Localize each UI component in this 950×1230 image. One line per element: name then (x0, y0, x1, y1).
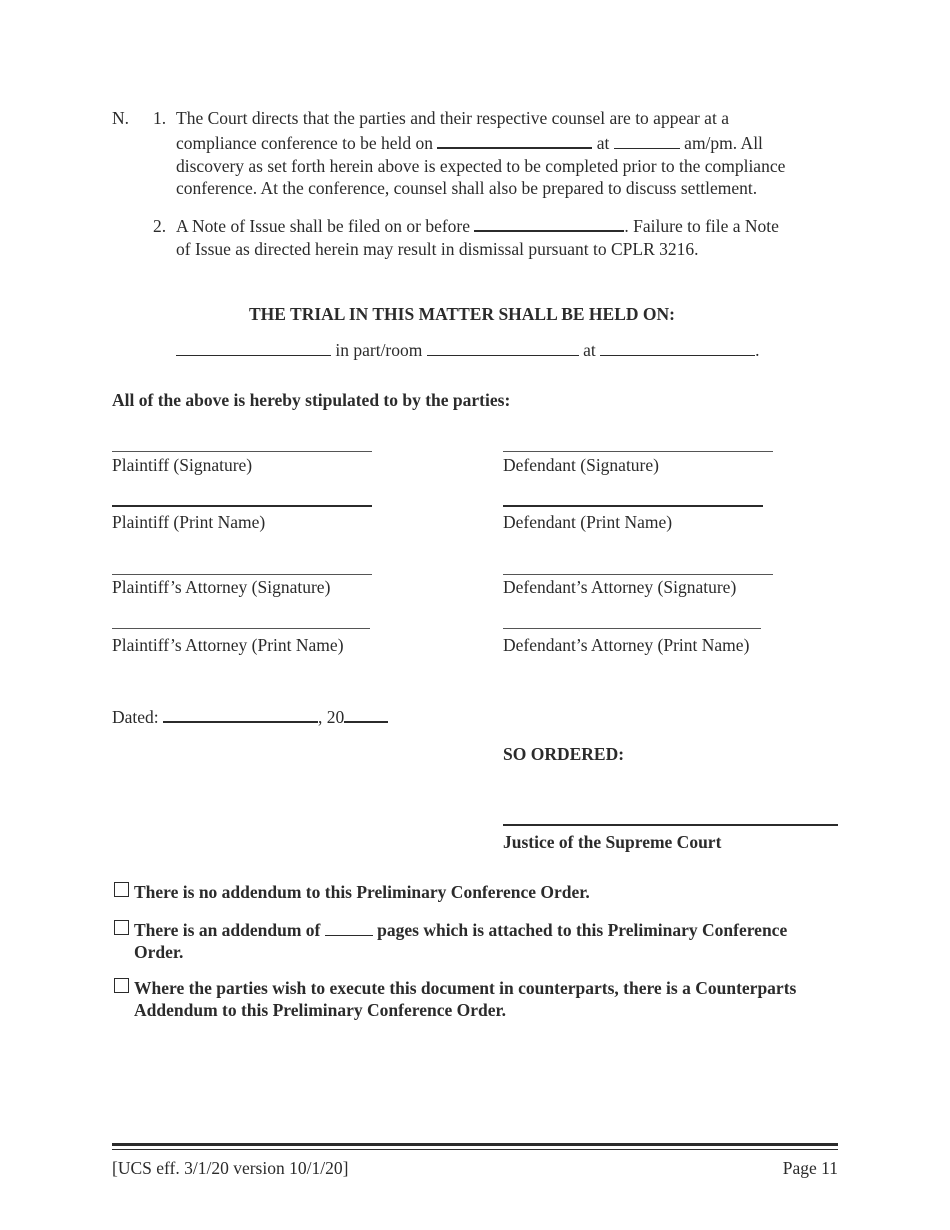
defendant-attorney-signature-line[interactable] (503, 574, 773, 575)
counterparts-line1: Where the parties wish to execute this document in counterparts, there is a Counterparts (134, 978, 797, 998)
trial-period: . (755, 340, 760, 360)
compliance-date-blank[interactable] (437, 146, 592, 149)
dated-date-blank[interactable] (163, 720, 318, 723)
compliance-time-blank[interactable] (614, 147, 680, 149)
footer-rule-thick (112, 1143, 838, 1146)
defendant-print-line[interactable] (503, 505, 763, 507)
justice-label: Justice of the Supreme Court (503, 832, 722, 852)
no-addendum-text: There is no addendum to this Preliminary Conference Order. (134, 882, 590, 902)
item1-line2-text-b: at (596, 133, 610, 153)
trial-part-room-label: in part/room (335, 340, 423, 360)
section-label: N. (112, 108, 130, 128)
plaintiff-signature-line[interactable] (112, 451, 372, 452)
plaintiff-attorney-print-label: Plaintiff’s Attorney (Print Name) (112, 635, 344, 655)
defendant-signature-label: Defendant (Signature) (503, 455, 659, 475)
no-addendum-checkbox[interactable] (114, 882, 129, 897)
note-of-issue-date-blank[interactable] (474, 229, 624, 232)
item1-line3: discovery as set forth herein above is expected to be completed prior to the compliance (176, 156, 786, 176)
counterparts-line2: Addendum to this Preliminary Conference Order. (134, 1000, 507, 1020)
item2-line1 (176, 216, 779, 237)
plaintiff-attorney-signature-line[interactable] (112, 574, 372, 575)
addendum-text-b: pages which is attached to this Preliminary Conference (377, 920, 788, 940)
dated-year-prefix: , 20 (318, 707, 345, 727)
plaintiff-attorney-signature-label: Plaintiff’s Attorney (Signature) (112, 577, 331, 597)
trial-time-blank[interactable] (600, 354, 755, 356)
defendant-signature-line[interactable] (503, 451, 773, 452)
addendum-pages-blank[interactable] (325, 934, 373, 936)
item1-line4: conference. At the conference, counsel shall also be prepared to discuss settlement. (176, 178, 758, 198)
addendum-text-a: There is an addendum of (134, 920, 321, 940)
addendum-line1 (134, 920, 787, 941)
defendant-attorney-print-label: Defendant’s Attorney (Print Name) (503, 635, 750, 655)
dated-label: Dated: (112, 707, 159, 727)
addendum-text-c: Order. (134, 942, 184, 962)
item1-number: 1. (153, 108, 167, 128)
item2-line1-text-a: A Note of Issue shall be filed on or before (176, 216, 471, 236)
plaintiff-print-label: Plaintiff (Print Name) (112, 512, 266, 532)
item2-line2: of Issue as directed herein may result in dismissal pursuant to CPLR 3216. (176, 239, 699, 259)
so-ordered-heading: SO ORDERED: (503, 744, 625, 764)
defendant-print-label: Defendant (Print Name) (503, 512, 673, 532)
footer-version: [UCS eff. 3/1/20 version 10/1/20] (112, 1158, 349, 1178)
justice-signature-line[interactable] (503, 824, 838, 826)
plaintiff-print-line[interactable] (112, 505, 372, 507)
footer-page-number: Page 11 (782, 1158, 838, 1178)
trial-at-label: at (583, 340, 596, 360)
dated-line (112, 707, 388, 728)
counterparts-checkbox[interactable] (114, 978, 129, 993)
item1-line1: The Court directs that the parties and their respective counsel are to appear at a (176, 108, 729, 128)
plaintiff-attorney-print-line[interactable] (112, 628, 370, 629)
footer-rule-thin (112, 1149, 838, 1150)
item2-number: 2. (153, 216, 167, 236)
item1-line2-text-c: am/pm. All (684, 133, 763, 153)
trial-date-blank[interactable] (176, 354, 331, 356)
defendant-attorney-signature-label: Defendant’s Attorney (Signature) (503, 577, 737, 597)
item1-line2-text-a: compliance conference to be held on (176, 133, 434, 153)
stipulation-statement: All of the above is hereby stipulated to by the parties: (112, 390, 511, 410)
dated-year-blank[interactable] (344, 720, 388, 723)
defendant-attorney-print-line[interactable] (503, 628, 761, 629)
trial-room-blank[interactable] (427, 354, 579, 356)
item1-line2 (176, 133, 763, 154)
trial-details-line (176, 340, 760, 361)
addendum-checkbox[interactable] (114, 920, 129, 935)
plaintiff-signature-label: Plaintiff (Signature) (112, 455, 253, 475)
trial-heading: THE TRIAL IN THIS MATTER SHALL BE HELD ON: (249, 304, 675, 324)
item2-line1-text-b: . Failure to file a Note (624, 216, 779, 236)
